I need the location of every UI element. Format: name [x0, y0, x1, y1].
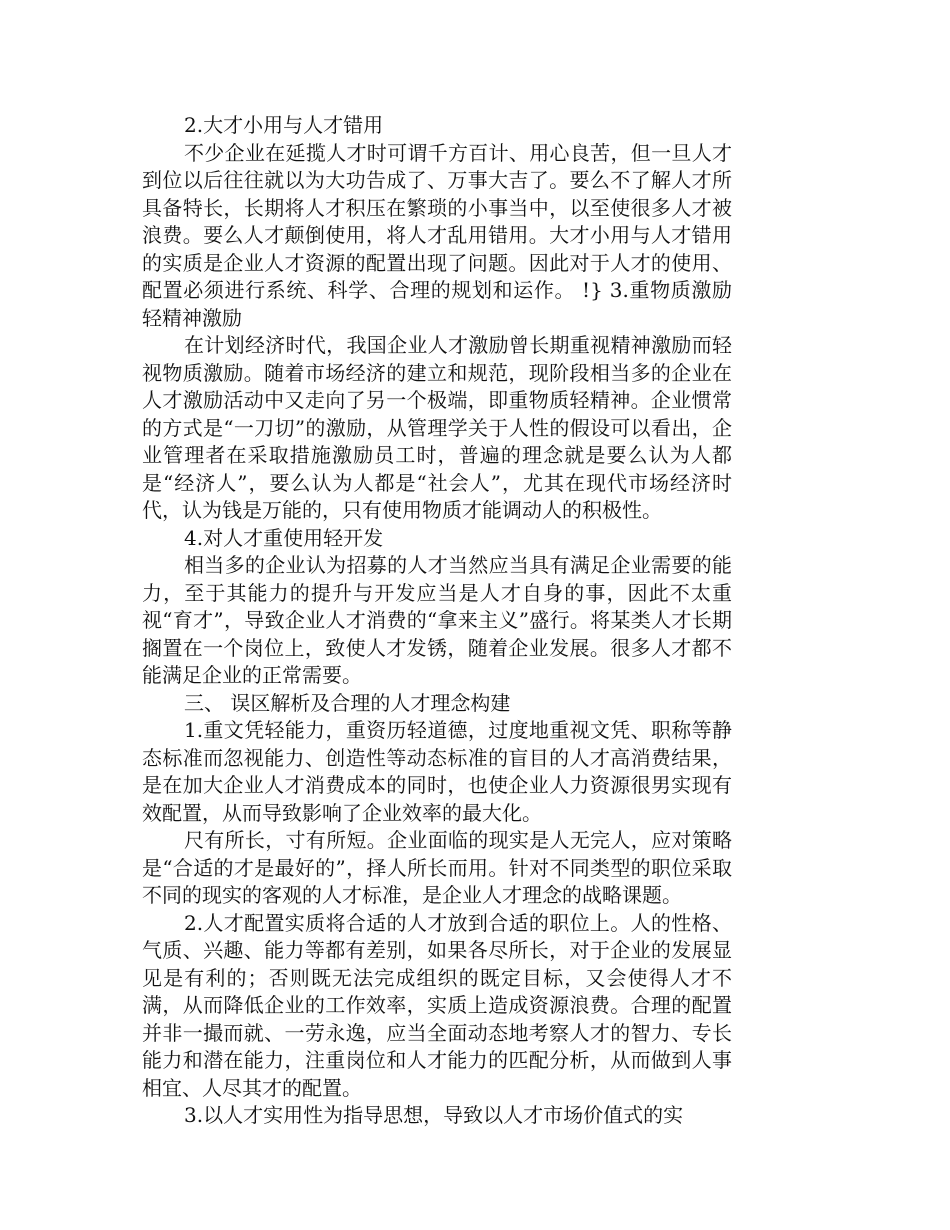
body-paragraph: 在计划经济时代，我国企业人才激励曾长期重视精神激励而轻视物质激励。随着市场经济的建立和规范，现阶段相当多的企业在人才激励活动中又走向了另一个极端，即重物质轻精神。企业惯常的方式是“一刀切”的激励，从管理学关于人性的假设可以看出，企业管理者在采取措施激励员工时，普遍的理念就是要么认为人都是“经济人”，要么认为人都是“社会人”，尤其在现代市场经济时代，认为钱是万能的，只有使用物质才能调动人的积极性。 — [142, 333, 732, 522]
body-paragraph: 3.以人才实用性为指导思想，导致以人才市场价值式的实 — [184, 1103, 684, 1127]
section-heading: 三、 误区解析及合理的人才理念构建 — [184, 690, 511, 715]
section-heading: 2.大才小用与人才错用 — [184, 113, 384, 137]
document-body — [142, 112, 732, 1130]
body-paragraph: 1.重文凭轻能力，重资历轻道德，过度地重视文凭、职称等静态标准而忽视能力、创造性等动态标准的盲目的人才高消费结果，是在加大企业人才消费成本的同时，也使企业人力资源很男实现有效配置，从而导致影响了企业效率的最大化。 — [142, 718, 732, 825]
body-paragraph: 尺有所长，寸有所短。企业面临的现实是人无完人，应对策略是“合适的才是最好的”，择人所长而用。针对不同类型的职位采取不同的现实的客观的人才标准，是企业人才理念的战略课题。 — [142, 828, 732, 907]
section-heading: 4.对人才重使用轻开发 — [184, 525, 384, 550]
body-paragraph: 不少企业在延揽人才时可谓千方百计、用心良苦，但一旦人才到位以后往往就以为大功告成了、万事大吉了。要么不了解人才所具备特长，长期将人才积压在繁琐的小事当中，以至使很多人才被浪费。要么人才颠倒使用，将人才乱用错用。大才小用与人才错用的实质是企业人才资源的配置出现了问题。因此对于人才的使用、配置必须进行系统、科学、合理的规划和运作。 !} 3.重物质激励轻精神激励 — [142, 140, 732, 330]
body-paragraph: 相当多的企业认为招募的人才当然应当具有满足企业需要的能力，至于其能力的提升与开发应当是人才自身的事，因此不太重视“育才”，导致企业人才消费的“拿来主义”盛行。将某类人才长期搁置在一个岗位上，致使人才发锈，随着企业发展。很多人才都不能满足企业的正常需要。 — [142, 553, 732, 687]
body-paragraph: 2.人才配置实质将合适的人才放到合适的职位上。人的性格、气质、兴趣、能力等都有差别，如果各尽所长，对于企业的发展显见是有利的；否则既无法完成组织的既定目标，又会使得人才不满，从而降低企业的工作效率，实质上造成资源浪费。合理的配置并非一撮而就、一劳永逸，应当全面动态地考察人才的智力、专长能力和潜在能力，注重岗位和人才能力的匹配分析，从而做到人事相宜、人尽其才的配置。 — [142, 910, 732, 1100]
